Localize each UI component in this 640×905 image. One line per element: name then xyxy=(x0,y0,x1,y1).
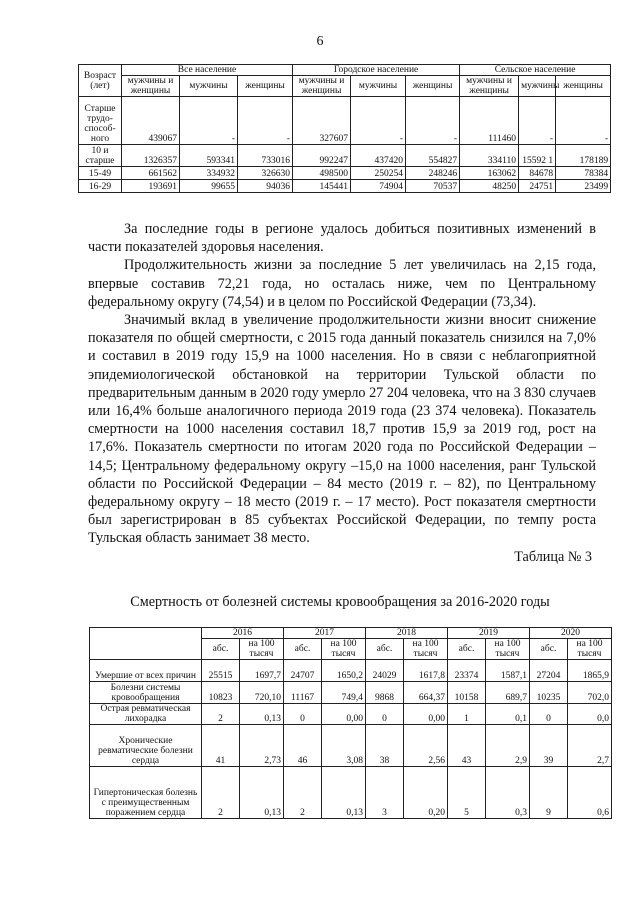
table-cell: 1326357 xyxy=(122,145,180,167)
row-label: 10 и старше xyxy=(79,145,122,167)
table-cell: 1650,2 xyxy=(322,660,366,682)
table-cell: 15592 1 xyxy=(519,145,556,167)
table-row xyxy=(90,682,612,704)
rate-header: на 100 тысяч xyxy=(486,639,530,660)
subheader: мужчины и женщины xyxy=(122,76,180,97)
table-cell: 2 xyxy=(202,704,240,725)
year-header: 2019 xyxy=(448,628,530,639)
table-cell: 9868 xyxy=(366,682,404,704)
table-cell: 0,3 xyxy=(486,767,530,819)
table-cell: - xyxy=(351,97,406,145)
table-cell: - xyxy=(406,97,460,145)
row-label: Гипертоническая болезнь с преимущественным поражением сердца xyxy=(90,767,202,819)
table-cell: 178189 xyxy=(556,145,611,167)
year-header: 2020 xyxy=(530,628,612,639)
table-cell: - xyxy=(180,97,238,145)
table-cell: 38 xyxy=(366,725,404,767)
subheader: женщины xyxy=(556,76,611,97)
table-cell: 2 xyxy=(284,767,322,819)
table-cell: 2,9 xyxy=(486,725,530,767)
rate-header: на 100 тысяч xyxy=(240,639,284,660)
table-cell: 2,73 xyxy=(240,725,284,767)
table-cell: 41 xyxy=(202,725,240,767)
year-header: 2016 xyxy=(202,628,284,639)
table-cell: 10158 xyxy=(448,682,486,704)
population-corner-header: Возраст (лет) xyxy=(79,65,122,97)
table-cell: 2 xyxy=(202,767,240,819)
table-cell: 1587,1 xyxy=(486,660,530,682)
table-row xyxy=(90,660,612,682)
table-cell: 163062 xyxy=(460,167,519,180)
mortality-table-body xyxy=(90,660,612,819)
table-cell: 193691 xyxy=(122,180,180,193)
row-label: Старше трудо-способ-ного xyxy=(79,97,122,145)
table-cell: 10235 xyxy=(530,682,568,704)
table-cell: 0,1 xyxy=(486,704,530,725)
table-cell: 593341 xyxy=(180,145,238,167)
rate-header: на 100 тысяч xyxy=(568,639,612,660)
table-cell: 5 xyxy=(448,767,486,819)
row-label: Острая ревматическая лихорадка xyxy=(90,704,202,725)
body-text xyxy=(88,220,596,566)
table-cell: 439067 xyxy=(122,97,180,145)
row-label: Умершие от всех причин xyxy=(90,660,202,682)
table-cell: 24029 xyxy=(366,660,404,682)
row-label: Болезни системы кровообращения xyxy=(90,682,202,704)
abs-header: абс. xyxy=(366,639,404,660)
table-cell: 11167 xyxy=(284,682,322,704)
table-cell: 1865,9 xyxy=(568,660,612,682)
table-cell: 334932 xyxy=(180,167,238,180)
table-cell: 0 xyxy=(530,704,568,725)
table-cell: 2,56 xyxy=(404,725,448,767)
table-row xyxy=(90,767,612,819)
table-row xyxy=(79,180,611,193)
table-cell: 70537 xyxy=(406,180,460,193)
subheader: женщины xyxy=(238,76,293,97)
population-table-body xyxy=(79,97,611,193)
table-cell: 664,37 xyxy=(404,682,448,704)
rate-header: на 100 тысяч xyxy=(404,639,448,660)
table-cell: 24751 xyxy=(519,180,556,193)
table-cell: 0,00 xyxy=(404,704,448,725)
table-cell: 733016 xyxy=(238,145,293,167)
table-cell: 0 xyxy=(284,704,322,725)
table-cell: - xyxy=(238,97,293,145)
table-cell: 10823 xyxy=(202,682,240,704)
table-cell: 0,13 xyxy=(322,767,366,819)
table-cell: 437420 xyxy=(351,145,406,167)
table-cell: 0,13 xyxy=(240,704,284,725)
table-cell: 1617,8 xyxy=(404,660,448,682)
table-cell: 48250 xyxy=(460,180,519,193)
table-cell: - xyxy=(519,97,556,145)
table-cell: 111460 xyxy=(460,97,519,145)
table-row xyxy=(79,97,611,145)
table-cell: 250254 xyxy=(351,167,406,180)
paragraph: Значимый вклад в увеличение продолжительности жизни вносит снижение показателя по общей смертности, с 2015 года данный показатель снизился на 7,0% и составил в 2019 году 15,9 на 1000 населения. Но в связи с неблагоприятной эпидемиологической обстановкой на территории Тульской области по предварительным данным в 2020 году умерло 27 204 человека, что на 3 830 случаев или 16,4% больше аналогичного периода 2019 года (23 374 человека). Показатель смертности на 1000 населения составил 18,7 против 15,9 за 2019 год, рост на 17,6%. Показатель смертности по итогам 2020 года по Российской Федерации – 14,5; Центральному федеральному округу –15,0 на 1000 населения, ранг Тульской области по Российской Федерации – 84 место (2019 г. – 82), по Центральному федеральному округу – 18 место (2019 г. – 17 место). Рост показателя смертности был зарегистрирован в 85 субъектах Российской Федерации, по темпу роста Тульская область занимает 38 место. xyxy=(88,312,596,547)
abs-header: абс. xyxy=(448,639,486,660)
table-row xyxy=(79,145,611,167)
table-cell: 992247 xyxy=(293,145,351,167)
table-cell: 689,7 xyxy=(486,682,530,704)
table-label: Таблица № 3 xyxy=(514,548,592,565)
abs-header: абс. xyxy=(284,639,322,660)
table-cell: 0,0 xyxy=(568,704,612,725)
paragraph: За последние годы в регионе удалось добиться позитивных изменений в части показателей здоровья населения. xyxy=(88,221,596,256)
table-cell: 74904 xyxy=(351,180,406,193)
table-cell: 23499 xyxy=(556,180,611,193)
table-cell: 702,0 xyxy=(568,682,612,704)
table-cell: 3 xyxy=(366,767,404,819)
table-cell: 327607 xyxy=(293,97,351,145)
table-cell: 749,4 xyxy=(322,682,366,704)
row-label: Хронические ревматические болезни сердца xyxy=(90,725,202,767)
table-cell: 3,08 xyxy=(322,725,366,767)
table-cell: 2,7 xyxy=(568,725,612,767)
table-cell: 661562 xyxy=(122,167,180,180)
mortality-table-title: Смертность от болезней системы кровообращения за 2016-2020 годы xyxy=(130,594,550,610)
table-cell: 43 xyxy=(448,725,486,767)
table-cell: 0,00 xyxy=(322,704,366,725)
table-cell: 78384 xyxy=(556,167,611,180)
table-cell: 25515 xyxy=(202,660,240,682)
table-cell: 334110 xyxy=(460,145,519,167)
table-cell: 9 xyxy=(530,767,568,819)
table-cell: 39 xyxy=(530,725,568,767)
table-cell: 27204 xyxy=(530,660,568,682)
table-cell: 0,13 xyxy=(240,767,284,819)
subheader: мужчины xyxy=(351,76,406,97)
subheader: женщины xyxy=(406,76,460,97)
table-cell: 1697,7 xyxy=(240,660,284,682)
table-cell: 24707 xyxy=(284,660,322,682)
table-cell: 720,10 xyxy=(240,682,284,704)
table-cell: 554827 xyxy=(406,145,460,167)
table-cell: 84678 xyxy=(519,167,556,180)
table-cell: 46 xyxy=(284,725,322,767)
table-cell: 1 xyxy=(448,704,486,725)
subheader: мужчины и женщины xyxy=(293,76,351,97)
table-row xyxy=(90,725,612,767)
year-header: 2018 xyxy=(366,628,448,639)
row-label: 16-29 xyxy=(79,180,122,193)
table-cell: 0,20 xyxy=(404,767,448,819)
table-cell: 0 xyxy=(366,704,404,725)
table-cell: 498500 xyxy=(293,167,351,180)
subheader: мужчины и женщины xyxy=(460,76,519,97)
table-cell: 99655 xyxy=(180,180,238,193)
table-cell: 248246 xyxy=(406,167,460,180)
table-cell: 326630 xyxy=(238,167,293,180)
group-header-rural: Сельское население xyxy=(460,65,611,76)
table-cell: 23374 xyxy=(448,660,486,682)
page-number: 6 xyxy=(316,34,324,49)
group-header-all: Все население xyxy=(122,65,293,76)
subheader: мужчины xyxy=(519,76,556,97)
table-cell: 0,6 xyxy=(568,767,612,819)
mortality-corner-header xyxy=(90,628,202,660)
table-row xyxy=(90,704,612,725)
mortality-table xyxy=(89,627,612,819)
subheader: мужчины xyxy=(180,76,238,97)
abs-header: абс. xyxy=(530,639,568,660)
row-label: 15-49 xyxy=(79,167,122,180)
group-header-urban: Городское население xyxy=(293,65,460,76)
year-header: 2017 xyxy=(284,628,366,639)
table-row xyxy=(79,167,611,180)
table-cell: 94036 xyxy=(238,180,293,193)
year-header-row xyxy=(90,628,612,639)
table-cell: - xyxy=(556,97,611,145)
abs-header: абс. xyxy=(202,639,240,660)
population-table xyxy=(78,64,611,193)
table-cell: 145441 xyxy=(293,180,351,193)
paragraph: Продолжительность жизни за последние 5 лет увеличилась на 2,15 года, впервые составив 72,21 года, но осталась ниже, чем по Центральному федеральному округу (74,54) и в целом по Российской Федерации (73,34). xyxy=(88,257,596,310)
rate-header: на 100 тысяч xyxy=(322,639,366,660)
